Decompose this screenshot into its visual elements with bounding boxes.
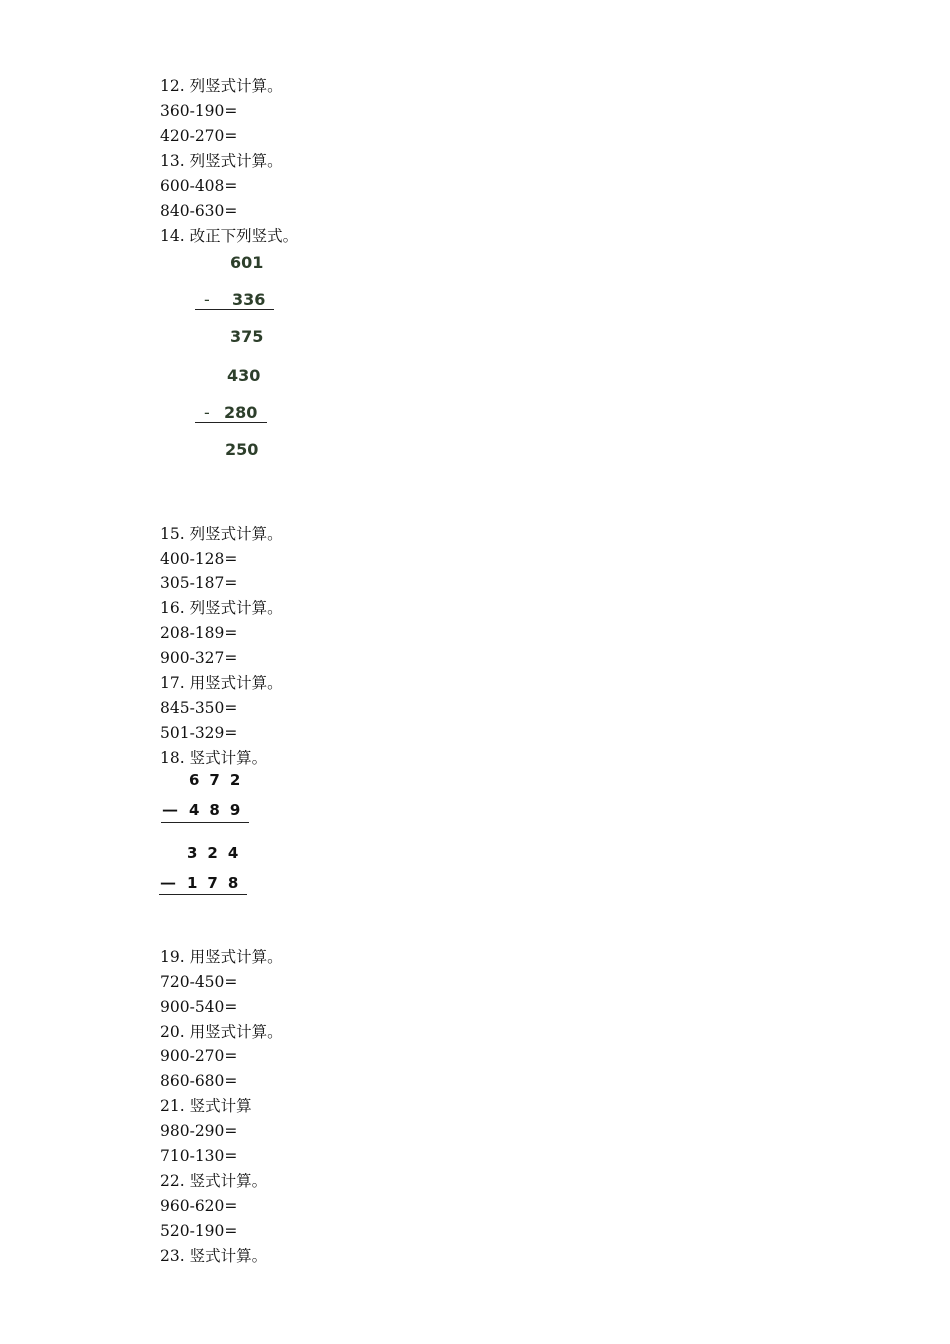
q15-item-2: 305-187=	[160, 574, 238, 592]
q14-p1-op: -	[204, 290, 210, 309]
q19-item-1: 720-450=	[160, 973, 238, 991]
q16-item-1: 208-189=	[160, 624, 238, 642]
q23-title: 23. 竖式计算。	[160, 1247, 268, 1265]
q17-item-1: 845-350=	[160, 699, 238, 717]
q14-p1-rule	[195, 309, 274, 310]
q17-title: 17. 用竖式计算。	[160, 674, 283, 692]
q18-p1-bottom: 489	[189, 801, 251, 819]
q21-item-2: 710-130=	[160, 1147, 238, 1165]
q12-item-1: 360-190=	[160, 102, 238, 120]
q17-item-2: 501-329=	[160, 724, 238, 742]
q14-p2-bottom: 280	[224, 403, 258, 422]
q15-title: 15. 列竖式计算。	[160, 525, 283, 543]
q20-title: 20. 用竖式计算。	[160, 1023, 283, 1041]
q20-item-2: 860-680=	[160, 1072, 238, 1090]
q19-title: 19. 用竖式计算。	[160, 948, 283, 966]
q13-item-1: 600-408=	[160, 177, 238, 195]
q18-p1-op: —	[162, 800, 178, 819]
q12-item-2: 420-270=	[160, 127, 238, 145]
q14-p2-result: 250	[225, 440, 259, 459]
q14-p2-top: 430	[227, 366, 261, 385]
q18-p1-rule	[161, 822, 249, 823]
q18-p1-top: 672	[189, 771, 251, 789]
q22-item-2: 520-190=	[160, 1222, 238, 1240]
q13-item-2: 840-630=	[160, 202, 238, 220]
q19-item-2: 900-540=	[160, 998, 238, 1016]
q21-item-1: 980-290=	[160, 1122, 238, 1140]
q18-p2-op: —	[160, 873, 176, 892]
q12-title: 12. 列竖式计算。	[160, 77, 283, 95]
q14-p2-rule	[195, 422, 267, 423]
q20-item-1: 900-270=	[160, 1047, 238, 1065]
q18-p2-rule	[159, 894, 247, 895]
q13-title: 13. 列竖式计算。	[160, 152, 283, 170]
q21-title: 21. 竖式计算	[160, 1097, 252, 1115]
q22-item-1: 960-620=	[160, 1197, 238, 1215]
q14-title: 14. 改正下列竖式。	[160, 227, 299, 245]
q14-p1-bottom: 336	[232, 290, 266, 309]
q15-item-1: 400-128=	[160, 550, 238, 568]
q16-item-2: 900-327=	[160, 649, 238, 667]
q14-p2-op: -	[204, 403, 210, 422]
q22-title: 22. 竖式计算。	[160, 1172, 268, 1190]
q14-p1-result: 375	[230, 327, 264, 346]
q14-p1-top: 601	[230, 253, 264, 272]
q18-p2-top: 324	[187, 844, 249, 862]
q18-p2-bottom: 178	[187, 874, 249, 892]
q18-title: 18. 竖式计算。	[160, 749, 268, 767]
q16-title: 16. 列竖式计算。	[160, 599, 283, 617]
